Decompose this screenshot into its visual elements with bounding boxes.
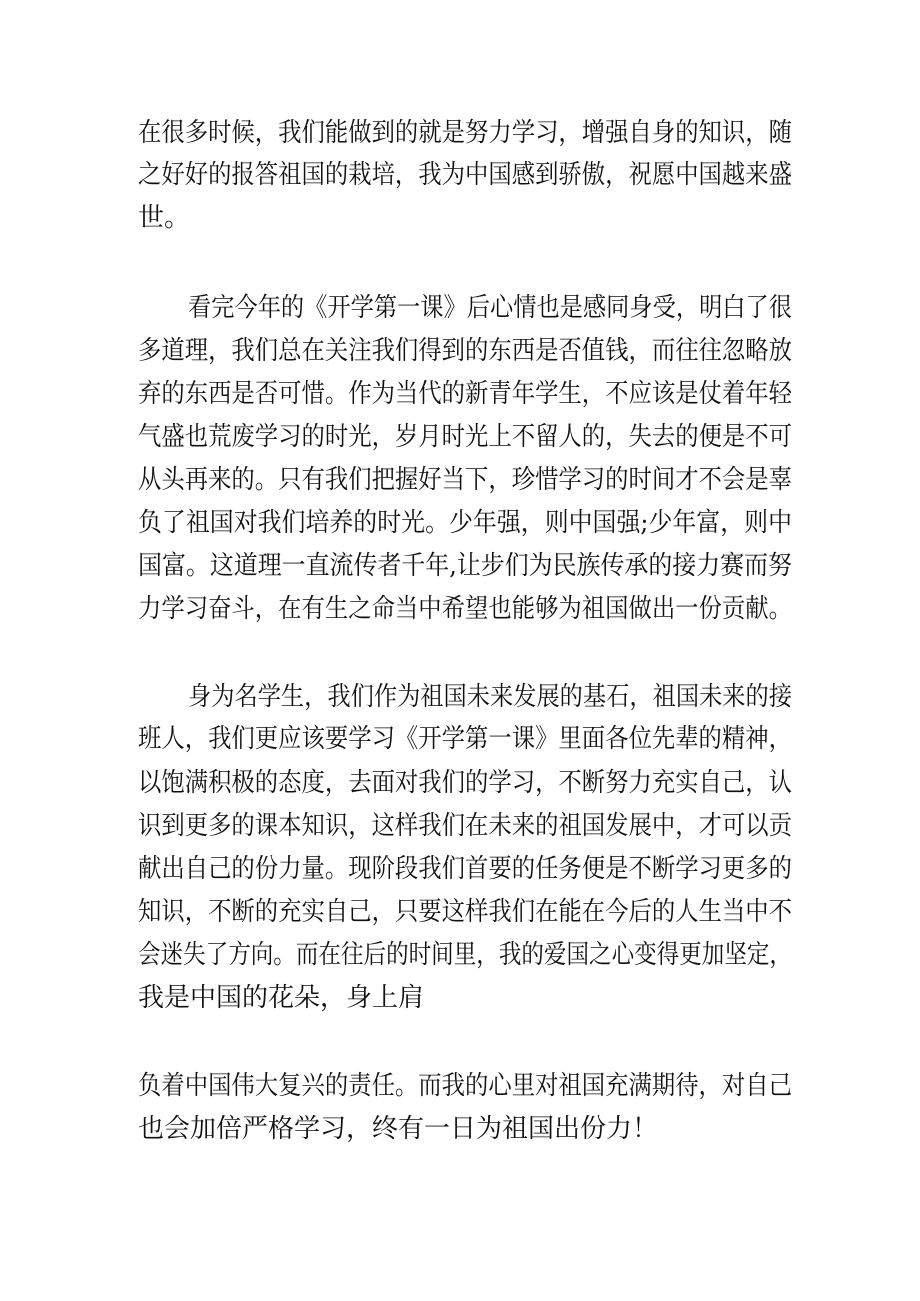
paragraph-2-line-2: 多道理，我们总在关注我们得到的东西是否值钱，而往往忽略放 bbox=[138, 336, 792, 366]
paragraph-3-line-2: 班人，我们更应该要学习《开学第一课》里面各位先辈的精神， bbox=[138, 724, 792, 754]
paragraph-3-line-7: 会迷失了方向。而在往后的时间里，我的爱国之心变得更加坚定， bbox=[138, 940, 792, 970]
paragraph-4-line-1: 负着中国伟大复兴的责任。而我的心里对祖国充满期待，对自己 bbox=[138, 1071, 792, 1101]
paragraph-2-line-6: 负了祖国对我们培养的时光。少年强，则中国强;少年富，则中 bbox=[138, 508, 792, 538]
paragraph-1-line-1: 在很多时候，我们能做到的就是努力学习，增强自身的知识，随 bbox=[138, 118, 792, 148]
paragraph-3-line-6: 知识，不断的充实自己，只要这样我们在能在今后的人生当中不 bbox=[138, 897, 792, 927]
paragraph-2-line-1: 看完今年的《开学第一课》后心情也是感同身受，明白了很 bbox=[188, 293, 792, 323]
paragraph-3-line-8: 我是中国的花朵，身上肩 bbox=[138, 983, 425, 1013]
paragraph-2-line-7: 国富。这道理一直流传者千年,让步们为民族传承的接力赛而努 bbox=[138, 551, 792, 581]
paragraph-3-line-4: 识到更多的课本知识，这样我们在未来的祖国发展中，才可以贡 bbox=[138, 811, 792, 841]
paragraph-2-line-8: 力学习奋斗，在有生之命当中希望也能够为祖国做出一份贡献。 bbox=[138, 594, 792, 624]
paragraph-2-line-5: 从头再来的。只有我们把握好当下，珍惜学习的时间才不会是辜 bbox=[138, 465, 792, 495]
paragraph-2-line-4: 气盛也荒废学习的时光，岁月时光上不留人的，失去的便是不可 bbox=[138, 422, 792, 452]
paragraph-3-line-1: 身为名学生，我们作为祖国未来发展的基石，祖国未来的接 bbox=[188, 682, 792, 712]
paragraph-1-line-2: 之好好的报答祖国的栽培，我为中国感到骄傲，祝愿中国越来盛 bbox=[138, 160, 792, 190]
paragraph-4-line-2: 也会加倍严格学习，终有一日为祖国出份力！ bbox=[138, 1114, 659, 1144]
paragraph-2-line-3: 弃的东西是否可惜。作为当代的新青年学生，不应该是仗着年轻 bbox=[138, 379, 792, 409]
paragraph-3-line-3: 以饱满积极的态度，去面对我们的学习，不断努力充实自己，认 bbox=[138, 768, 792, 798]
paragraph-3-line-5: 献出自己的份力量。现阶段我们首要的任务便是不断学习更多的 bbox=[138, 854, 792, 884]
paragraph-1-line-3: 世。 bbox=[138, 203, 191, 233]
